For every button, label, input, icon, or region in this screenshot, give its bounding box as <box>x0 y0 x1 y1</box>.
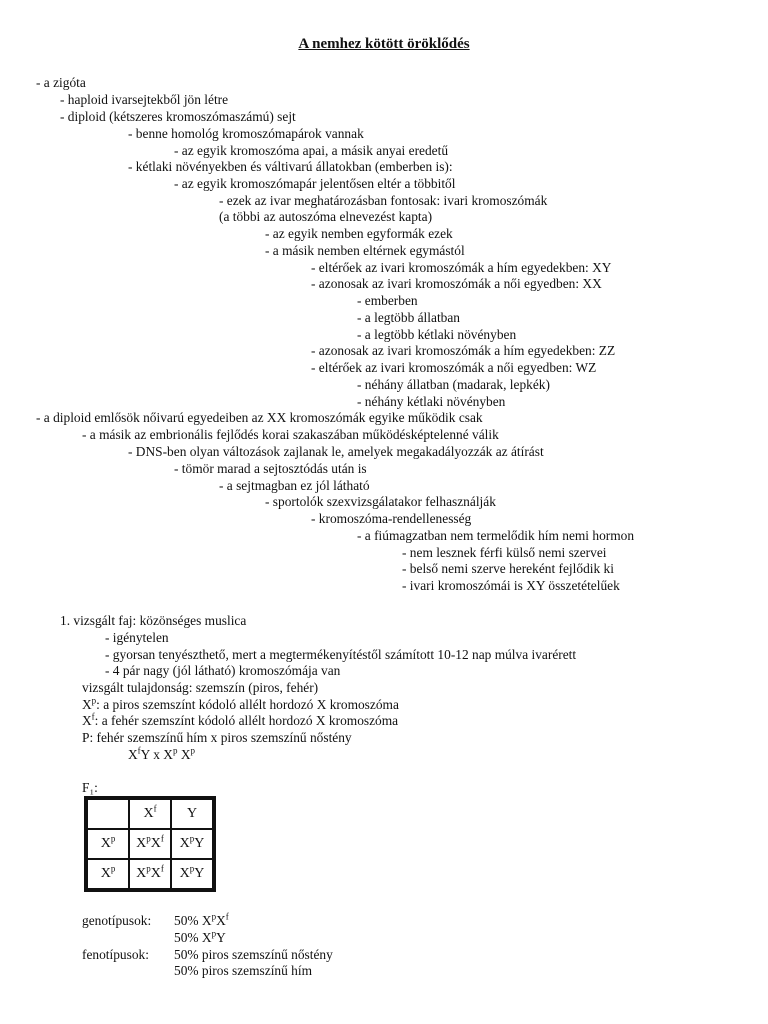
outline-line: (a többi az autoszóma elnevezést kapta) <box>219 209 433 224</box>
outline-line: - a fiúmagzatban nem termelődik hím nemi hormon <box>357 528 635 543</box>
outline-line: - a sejtmagban ez jól látható <box>219 478 370 493</box>
outline-line: - ivari kromoszómái is XY összetételűek <box>402 578 620 593</box>
outline-line: - belső nemi szerve hereként fejlődik ki <box>402 561 614 576</box>
outline-line: - a legtöbb állatban <box>357 310 460 325</box>
allele-xp-line: $X^p$: a piros szemszínt kódoló allélt hordozó X kromoszóma <box>82 695 399 712</box>
outline-line: - azonosak az ivari kromoszómák a női egyedben: XX <box>311 276 602 291</box>
phenotypes-label: fenotípusok: <box>82 947 149 962</box>
outline-line: - néhány állatban (madarak, lepkék) <box>357 377 550 392</box>
outline-line: - tömör marad a sejtosztódás után is <box>174 461 367 476</box>
outline-line: - eltérőek az ivari kromoszómák a hím egyedekben: XY <box>311 260 612 275</box>
genotype-line: 50% $X^pY$ <box>174 928 226 945</box>
outline-line: - kétlaki növényekben és váltivarú állatokban (emberben is): <box>128 159 453 174</box>
outline-line: - a másik nemben eltérnek egymástól <box>265 243 465 258</box>
outline-line: - az egyik nemben egyformák ezek <box>265 226 453 241</box>
punnett-cell: $X^pX^f$ <box>129 859 171 889</box>
trait-line: vizsgált tulajdonság: szemszín (piros, fehér) <box>82 680 319 695</box>
punnett-square <box>84 796 216 892</box>
cross-formula: $X^fY$ x $X^p$ $X^p$ <box>128 745 195 762</box>
genotype-line: 50% $X^pX^f$ <box>174 911 229 928</box>
phenotype-line: 50% piros szemszínű hím <box>174 963 312 978</box>
punnett-row-header: $X^p$ <box>87 859 129 889</box>
property-line: - 4 pár nagy (jól látható) kromoszómája van <box>105 663 341 678</box>
outline-line: - benne homológ kromoszómapárok vannak <box>128 126 364 141</box>
phenotype-line: 50% piros szemszínű nőstény <box>174 947 333 962</box>
outline-line: - sportolók szexvizsgálatakor felhasználják <box>265 494 496 509</box>
punnett-header: $X^f$ <box>129 799 171 829</box>
outline-line: - nem lesznek férfi külső nemi szervei <box>402 545 607 560</box>
outline-line: - ezek az ivar meghatározásban fontosak: ivari kromoszómák <box>219 193 548 208</box>
species-line: 1. vizsgált faj: közönséges muslica <box>60 613 247 628</box>
property-line: - igénytelen <box>105 630 169 645</box>
outline-line: - néhány kétlaki növényben <box>357 394 506 409</box>
outline-line: - haploid ivarsejtekből jön létre <box>60 92 229 107</box>
outline-line: - a zigóta <box>36 75 86 90</box>
property-line: - gyorsan tenyészthető, mert a megtermékenyítéstől számított 10-12 nap múlva ivarérett <box>105 647 577 662</box>
outline-line: - emberben <box>357 293 418 308</box>
outline-line: - az egyik kromoszóma apai, a másik anyai eredetű <box>174 143 449 158</box>
outline-line: - DNS-ben olyan változások zajlanak le, amelyek megakadályozzák az átírást <box>128 444 544 459</box>
outline-line: - diploid (kétszeres kromoszómaszámú) sejt <box>60 109 296 124</box>
punnett-row-header: $X^p$ <box>87 829 129 859</box>
outline-line: - eltérőek az ivari kromoszómák a női egyedben: WZ <box>311 360 597 375</box>
punnett-header: Y <box>171 799 213 829</box>
outline-line: - a legtöbb kétlaki növényben <box>357 327 517 342</box>
outline-line: - a másik az embrionális fejlődés korai szakaszában működésképtelenné válik <box>82 427 499 442</box>
genotypes-label: genotípusok: <box>82 913 152 928</box>
punnett-cell: $X^pY$ <box>171 859 213 889</box>
page-title: A nemhez kötött öröklődés <box>298 36 470 52</box>
f1-label: F₁: <box>82 780 98 795</box>
outline-line: - azonosak az ivari kromoszómák a hím egyedekben: ZZ <box>311 343 616 358</box>
allele-xf-line: $X^f$: a fehér szemszínt kódoló allélt hordozó X kromoszóma <box>82 711 399 728</box>
parental-line: P: fehér szemszínű hím x piros szemszínű nőstény <box>82 730 352 745</box>
punnett-cell: $X^pX^f$ <box>129 829 171 859</box>
outline-line: - kromoszóma-rendellenesség <box>311 511 472 526</box>
punnett-cell: $X^pY$ <box>171 829 213 859</box>
outline-line: - az egyik kromoszómapár jelentősen eltér a többitől <box>174 176 456 191</box>
punnett-corner <box>87 799 129 829</box>
outline-line: - a diploid emlősök nőivarú egyedeiben az XX kromoszómák egyike működik csak <box>36 410 483 425</box>
